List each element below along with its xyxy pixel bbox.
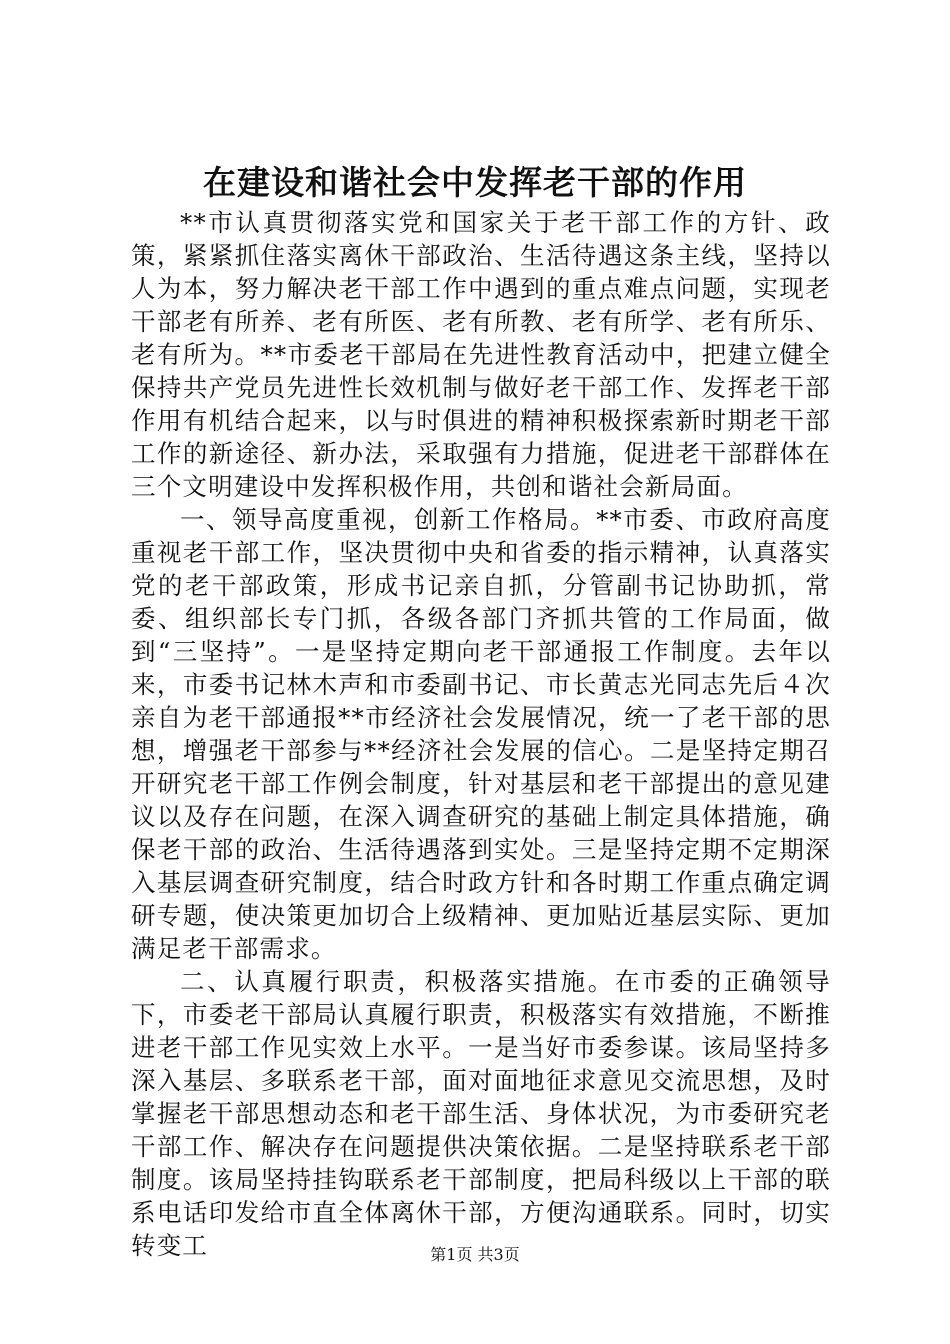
paragraph-section-2: 二、认真履行职责，积极落实措施。在市委的正确领导下，市委老干部局认真履行职责，积极落实有效措施，不断推进老干部工作见实效上水平。一是当好市委参谋。该局坚持多深入基层、多联系老干部，面对面地征求意见交流思想，及时掌握老干部思想动态和老干部生活、身体状况，为市委研究老干部工作、解决存在问题提供决策依据。二是坚持联系老干部制度。该局坚持挂钩联系老干部制度，把局科级以上干部的联系电话印发给市直全体离休干部，方便沟通联系。同时，切实转变工 [131, 967, 831, 1260]
paragraph-intro: **市认真贯彻落实党和国家关于老干部工作的方针、政策，紧紧抓住落实离休干部政治、生活待遇这条主线，坚持以人为本，努力解决老干部工作中遇到的重点难点问题，实现老干部老有所养、老有所医、老有所教、老有所学、老有所乐、老有所为。**市委老干部局在先进性教育活动中，把建立健全保持共产党员先进性长效机制与做好老干部工作、发挥老干部作用有机结合起来，以与时俱进的精神积极探索新时期老干部工作的新途径、新办法，采取强有力措施，促进老干部群体在三个文明建设中发挥积极作用，共创和谐社会新局面。 [131, 208, 831, 501]
document-title: 在建设和谐社会中发挥老干部的作用 [203, 163, 747, 202]
page-footer: 第1页 共3页 [430, 1245, 520, 1264]
document-body [131, 206, 831, 1262]
paragraph-section-1: 一、领导高度重视，创新工作格局。**市委、市政府高度重视老干部工作，坚决贯彻中央和省委的指示精神，认真落实党的老干部政策，形成书记亲自抓，分管副书记协助抓，常委、组织部长专门抓，各级各部门齐抓共管的工作局面，做到“三坚持”。一是坚持定期向老干部通报工作制度。去年以来，市委书记林木声和市委副书记、市长黄志光同志先后４次亲自为老干部通报**市经济社会发展情况，统一了老干部的思想，增强老干部参与**经济社会发展的信心。二是坚持定期召开研究老干部工作例会制度，针对基层和老干部提出的意见建议以及存在问题，在深入调查研究的基础上制定具体措施，确保老干部的政治、生活待遇落到实处。三是坚持定期不定期深入基层调查研究制度，结合时政方针和各时期工作重点确定调研专题，使决策更加切合上级精神、更加贴近基层实际、更加满足老干部需求。 [131, 505, 831, 963]
